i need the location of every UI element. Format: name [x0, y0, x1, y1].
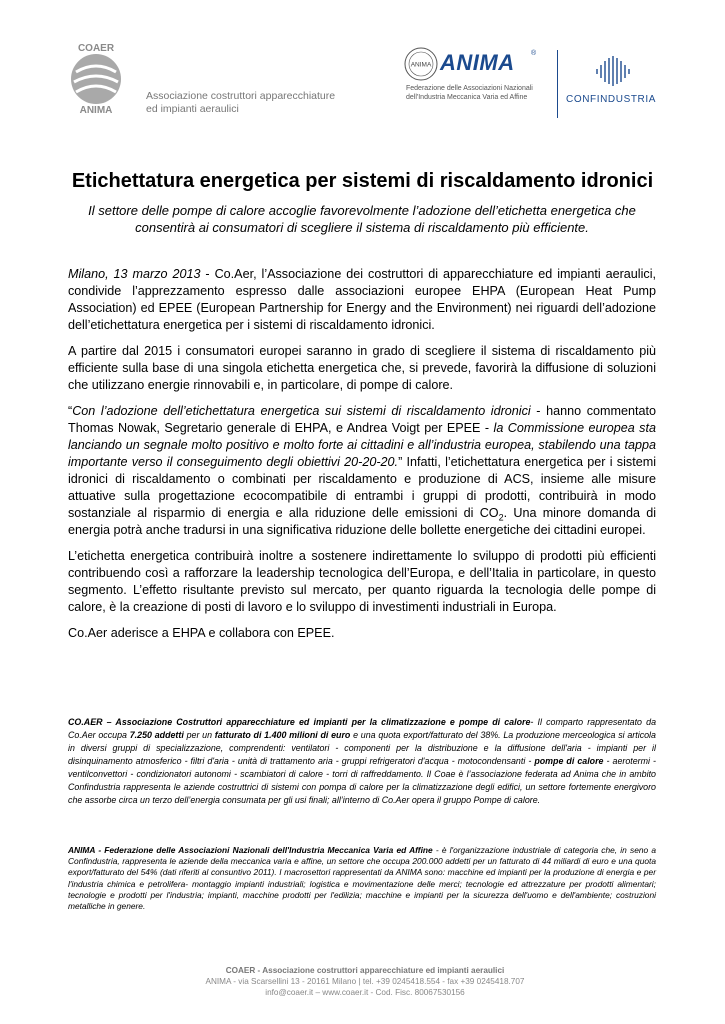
press-release-body: [68, 266, 656, 651]
paragraph-3: [68, 403, 656, 539]
coaer-info-text-4: - aerotermi - ventilconvettori - condizionatori autonomi - scambiatori di calore - torri di raffreddamento. Il Coae è l’associazione federata ad Anima che in ambito Confindustria rappresenta le aziende costruttrici di sistemi con pompa di calore per la climatizzazione degli edifici, un settore fortemente energivoro che assorbe circa un terzo dell’energia consumata per gli usi finali; all’interno di Co.Aer opera il gruppo Pompe di calore.: [68, 756, 656, 805]
anima-subtitle: [406, 84, 533, 102]
confindustria-eagle-icon: [592, 52, 634, 90]
confindustria-name: CONFINDUSTRIA: [566, 94, 657, 105]
paragraph-3-text-2: . Una minore domanda di energia potrà anche tradursi in una significativa riduzione delle bollette energetiche dei cittadini europei.: [68, 506, 656, 537]
quote-open: “: [68, 404, 73, 418]
paragraph-3-text-1: ” Infatti, l’etichettatura energetica per i sistemi idronici di riscaldamento o combinati per riscaldamento e produzione di ACS, insieme alle misure attuative sulla progettazione ecocompatibile di entrambi i gruppi di prodotti, contribuirà in modo sostanziale al risparmio di energia e alla riduzione delle emissioni di CO: [68, 455, 656, 520]
coaer-logo-top-text: COAER: [77, 43, 115, 54]
coaer-association-line-1: Associazione costruttori apparecchiature: [146, 90, 336, 102]
quote-part-2: la Commissione europea sta lanciando un segnale molto positivo e molto forte ai cittadini e all’industria europea, stabilendo una tappa importante verso il conseguimento degli obiettivi 20-20-20.: [68, 421, 656, 469]
anima-subtitle-line-1: Federazione delle Associazioni Nazionali: [406, 85, 533, 92]
coaer-info-text-2: per un: [183, 730, 215, 740]
dateline: Milano, 13 marzo 2013: [68, 267, 201, 281]
document-title: Etichettatura energetica per sistemi di riscaldamento idronici: [71, 170, 654, 192]
coaer-info-text-3: e una quota export/fatturato del 38%. La produzione merceologica si articola in diversi gruppi di specializzazione, comprendenti: ventilatori - componenti per la distribuzione e la diffusione dell'aria - impianti per il disinquinamento atmosferico - filtri d'aria - unità di trattamento aria - gruppi refrigeratori d'acqua - motocondensanti -: [68, 730, 656, 766]
co2-subscript: 2: [498, 512, 504, 523]
coaer-logo-bottom-text: ANIMA: [79, 105, 113, 114]
anima-subtitle-line-2: dell'Industria Meccanica Varia ed Affine: [406, 94, 528, 101]
quote-part-1: Con l’adozione dell’etichettatura energetica sui sistemi di riscaldamento idronici: [72, 404, 531, 418]
anima-info-text: - è l'organizzazione industriale di categoria che, in seno a Confindustria, rappresenta le aziende della meccanica varia e affine, un settore che occupa 200.000 addetti per un fatturato di 44 miliardi di euro e una quota export/fatturato del 54% (dati riferiti al consuntivo 2011). I macrosettori rappresentati da ANIMA sono: macchine ed impianti per la produzione di energia e per l'industria chimica e petrolifera- montaggio impianti industriali; logistica e movimentazione delle merci; tecnologie ed attrezzature per prodotti alimentari; tecnologie e prodotti per l'industria; impianti, macchine prodotti per l'edilizia; macchine e impianti per la sicurezza dell'uomo e dell'ambiente; costruzioni metalliche in genere.: [68, 845, 657, 912]
coaer-association-name: [146, 90, 335, 116]
footer-line-3: info@coaer.it – www.coaer.it - Cod. Fisc. 80067530156: [265, 988, 465, 997]
paragraph-4: L’etichetta energetica contribuirà inoltre a sostenere indirettamente lo sviluppo di prodotti più efficienti contribuendo così a rafforzare la leadership tecnologica dell’Europa, e dell’Italia in particolare, in questo segmento. L’effetto risultante previsto sul mercato, per quanto riguarda la tecnologia delle pompe di calore, è la creazione di posti di lavoro e lo sviluppo di investimenti industriali in Europa.: [68, 549, 656, 614]
page-footer: [150, 965, 580, 998]
paragraph-5: Co.Aer aderisce a EHPA e collabora con EPEE.: [68, 626, 335, 640]
coaer-association-line-2: ed impianti aeraulici: [146, 103, 239, 115]
footer-line-2: ANIMA - via Scarsellini 13 - 20161 Milano | tel. +39 0245418.554 - fax +39 0245418.707: [205, 977, 525, 986]
paragraph-2: A partire dal 2015 i consumatori europei saranno in grado di scegliere il sistema di riscaldamento più efficiente sulla base di una singola etichetta energetica che, si prevede, favorirà la diffusione di soluzioni che utilizzano energie rinnovabili e, in particolare, di pompe di calore.: [68, 344, 656, 392]
coaer-logo: [68, 42, 124, 114]
document-subtitle: Il settore delle pompe di calore accoglie favorevolmente l’adozione dell’etichetta energetica che consentirà ai consumatori di scegliere il sistema di riscaldamento più efficiente.: [88, 203, 636, 235]
coaer-info-paragraph: [68, 716, 656, 807]
anima-wordmark: ANIMA: [440, 50, 515, 75]
footer-line-1: COAER - Associazione costruttori apparecchiature ed impianti aeraulici: [225, 966, 505, 975]
quote-attribution: - hanno commentato Thomas Nowak, Segretario generale di EHPA, e Andrea Voigt per EPEE -: [68, 404, 656, 435]
paragraph-1: [68, 266, 656, 334]
anima-seal-text: ANIMA: [410, 61, 432, 69]
anima-seal-icon: [403, 46, 439, 82]
coaer-info-turnover: fatturato di 1.400 milioni di euro: [214, 730, 351, 740]
header-divider: [557, 50, 558, 118]
anima-info-paragraph: [68, 845, 656, 912]
anima-info-lead: ANIMA - Federazione delle Associazioni Nazionali dell'Industria Meccanica Varia ed Affine: [68, 845, 433, 855]
coaer-info-text-1: - Il comparto rappresentato da Co.Aer occupa: [68, 717, 657, 740]
coaer-info-employees: 7.250 addetti: [129, 730, 184, 740]
coaer-info-lead: CO.AER – Associazione Costruttori apparecchiature ed impianti per la climatizzazione e pompe di calore: [68, 717, 531, 727]
anima-registered-mark: ®: [531, 50, 537, 57]
paragraph-1-text: - Co.Aer, l’Associazione dei costruttori di apparecchiature ed impianti aeraulici, condivide l’apprezzamento espresso dalle associazioni europee EHPA (European Heat Pump Association) ed EPEE (European Partnership for Energy and the Environment) nei riguardi dell’adozione dell’etichettatura energetica per i sistemi di riscaldamento idronici.: [68, 267, 656, 332]
coaer-info-heat-pumps: pompe di calore: [534, 756, 604, 766]
